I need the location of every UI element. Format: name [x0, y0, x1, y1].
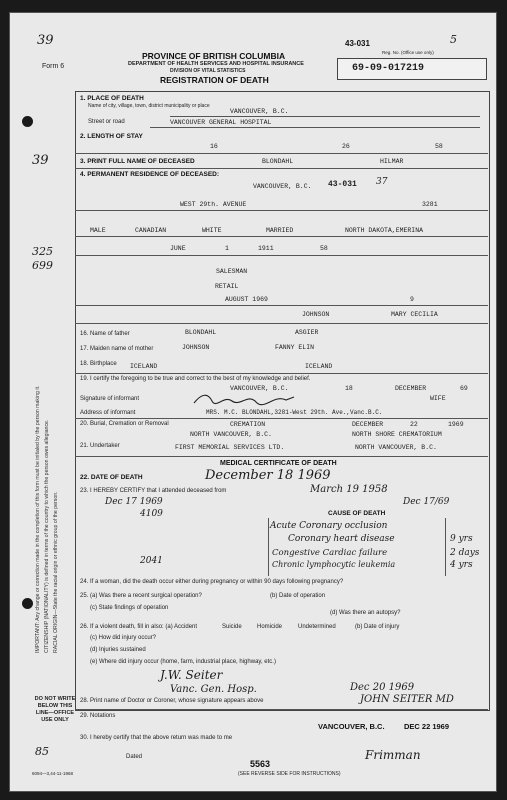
where-label: (e) Where did injury occur (home, farm, industrial place, highway, etc.)	[90, 659, 276, 665]
age: 58	[320, 245, 328, 252]
margin-number: 699	[32, 259, 53, 272]
violent-label: 26. If a violent death, fill in also: (a) Accident	[80, 624, 198, 630]
undertaker-label: 21. Undertaker	[80, 443, 120, 449]
certify-label: 19. I certify the foregoing to be true and correct to the best of my knowledge and belief.	[80, 376, 311, 382]
cause-immediate: Acute Coronary occlusion	[270, 521, 388, 531]
spouse-given: MARY CECILIA	[391, 311, 438, 318]
registrar-stamp-date: DEC 22 1969	[404, 722, 450, 731]
sex: MALE	[90, 227, 106, 234]
interval-1: 9 yrs	[450, 534, 473, 544]
reg-prefix: 43-031	[345, 39, 370, 48]
province-title: PROVINCE OF BRITISH COLUMBIA	[142, 51, 286, 61]
mother-birthplace: ICELAND	[305, 363, 333, 370]
informant-relationship: WIFE	[430, 395, 446, 402]
occupation: SALESMAN	[216, 268, 248, 275]
cause-code: 2041	[140, 556, 163, 566]
punch-hole	[22, 116, 33, 127]
informant-address-label: Address of informant	[80, 410, 136, 416]
last-seen: Dec 17/69	[403, 497, 450, 507]
residence-stamp: 43-031	[328, 180, 357, 189]
undertaker-address: NORTH VANCOUVER, B.C.	[355, 444, 437, 451]
margin-number: 85	[35, 745, 49, 758]
burial-day: 22	[410, 421, 418, 428]
citizenship: CANADIAN	[135, 227, 167, 234]
dated-label: Dated	[126, 754, 143, 760]
stay-municipality: 16	[210, 143, 218, 150]
form-code: 6094—3,44-11-1968	[32, 771, 73, 776]
cause-contributing: Chronic lymphocytic leukemia	[272, 560, 396, 569]
hospital-name: VANCOUVER GENERAL HOSPITAL	[170, 119, 272, 126]
given-month: DECEMBER	[395, 385, 427, 392]
date-of-death: December 18 1969	[205, 468, 331, 483]
attended-to: Dec 17 1969	[105, 497, 163, 507]
racial-origin: WHITE	[202, 227, 222, 234]
doctor-address: Vanc. Gen. Hosp.	[170, 684, 257, 695]
interval-2: 2 days	[450, 548, 480, 558]
burial-month: DECEMBER	[352, 421, 384, 428]
doctor-print-name: JOHN SEITER MD	[360, 694, 454, 705]
given-at: VANCOUVER, B.C.	[230, 385, 289, 392]
deceased-given: HILMAR	[380, 158, 404, 165]
undertaker: FIRST MEMORIAL SERVICES LTD.	[175, 444, 285, 451]
stay-canada: 58	[435, 143, 443, 150]
surgery-date-label: (b) Date of operation	[270, 593, 326, 599]
page-number: 5	[450, 33, 457, 46]
division-name: DIVISION OF VITAL STATISTICS	[170, 68, 246, 74]
informant-signature-label: Signature of informant	[80, 396, 140, 402]
name-label: 3. PRINT FULL NAME OF DECEASED	[80, 158, 195, 165]
cause-code: 4109	[140, 509, 163, 519]
father-surname: BLONDAHL	[185, 329, 217, 336]
residence-street: WEST 29th. AVENUE	[180, 201, 247, 208]
registrar-signature: Frimman	[365, 748, 421, 762]
date-of-death-label: 22. DATE OF DEATH	[80, 474, 143, 481]
surgery-label: 25. (a) Was there a recent surgical operation?	[80, 593, 202, 599]
death-certificate-page	[9, 12, 497, 792]
burial-method: CREMATION	[230, 421, 266, 428]
residence-stamp-note: 37	[376, 177, 388, 187]
reg-number: 69-09-017219	[352, 63, 425, 74]
place-city: VANCOUVER, B.C.	[230, 108, 289, 115]
birthplace: NORTH DAKOTA,EMERINA	[345, 227, 424, 234]
stay-province: 26	[342, 143, 350, 150]
father-given: ASGIER	[295, 329, 319, 336]
reverse-side-note: (SEE REVERSE SIDE FOR INSTRUCTIONS)	[238, 771, 341, 777]
residence-label: 4. PERMANENT RESIDENCE OF DECEASED:	[80, 171, 220, 178]
industry: RETAIL	[215, 283, 239, 290]
place-city-label: Name of city, village, town, district municipality or place	[88, 103, 210, 109]
birthplace-label: 18. Birthplace	[80, 361, 117, 367]
registration-number: 5563	[250, 759, 271, 769]
birth-year: 1911	[258, 245, 274, 252]
how-label: (c) How did injury occur?	[90, 635, 157, 641]
crematory: NORTH SHORE CREMATORIUM	[352, 431, 442, 438]
father-label: 16. Name of father	[80, 331, 130, 337]
street-label: Street or road	[88, 119, 125, 125]
citizenship-note: CITIZENSHIP (NATIONALITY) is defined in terms of the country to which the person owes allegiance.	[44, 419, 50, 653]
undetermined-label: Undetermined	[298, 624, 336, 630]
injuries-label: (d) Injuries sustained	[90, 647, 146, 653]
racial-note: RACIAL ORIGIN—State the racial origin or ethnic group of the person.	[53, 491, 59, 653]
findings-label: (c) State findings of operation	[90, 605, 169, 611]
cause-antecedent: Coronary heart disease	[288, 534, 395, 544]
burial-label: 20. Burial, Cremation or Removal	[80, 421, 169, 427]
informant-address: MRS. M.C. BLONDAHL,3281-West 29th. Ave.,Vanc.B.C.	[206, 409, 383, 416]
form-title: REGISTRATION OF DEATH	[160, 75, 269, 85]
last-worked: AUGUST 1969	[225, 296, 268, 303]
mother-given: FANNY ELIN	[275, 344, 315, 351]
registrar-label: 30. I hereby certify that the above return was made to me	[80, 735, 233, 741]
burial-place: NORTH VANCOUVER, B.C.	[190, 431, 272, 438]
form-number: Form 6	[42, 63, 65, 70]
cause-heading: CAUSE OF DEATH	[328, 510, 386, 517]
stay-label: 2. LENGTH OF STAY	[80, 133, 143, 140]
margin-number: 39	[37, 33, 54, 48]
autopsy-label: (d) Was there an autopsy?	[330, 610, 401, 616]
margin-number: 325	[32, 245, 53, 258]
doctor-sign-date: Dec 20 1969	[350, 682, 415, 693]
residence-city: VANCOUVER, B.C.	[253, 183, 312, 190]
margin-number: 39	[32, 153, 49, 168]
spouse-surname: JOHNSON	[302, 311, 330, 318]
reg-no-label: Reg. No. (Office use only)	[382, 50, 434, 55]
reg-number-box	[337, 58, 487, 80]
sidebar-instructions	[30, 153, 80, 653]
homicide-label: Homicide	[257, 624, 283, 630]
cause-other: Congestive Cardiac failure	[272, 548, 388, 558]
pregnancy-label: 24. If a woman, did the death occur either during pregnancy or within 90 days following pregnancy?	[80, 579, 344, 585]
office-use-note: DO NOT WRITE BELOW THIS LINE—OFFICE USE ONLY	[34, 696, 76, 723]
marital-status: MARRIED	[266, 227, 294, 234]
interval-3: 4 yrs	[450, 560, 473, 570]
given-day: 18	[345, 385, 353, 392]
important-note: IMPORTANT: Any change or correction made in the completion of this form must be initialed by the person making it.	[35, 385, 41, 653]
informant-signature	[190, 391, 300, 407]
registrar-stamp-place: VANCOUVER, B.C.	[318, 722, 385, 731]
residence-house-no: 3281	[422, 201, 438, 208]
notations-label: 29. Notations	[80, 713, 116, 719]
injury-date-label: (b) Date of injury	[355, 624, 400, 630]
birth-month: JUNE	[170, 245, 186, 252]
department-name: DEPARTMENT OF HEALTH SERVICES AND HOSPITAL INSURANCE	[128, 61, 304, 67]
attended-from: March 19 1958	[310, 484, 388, 495]
years-worked: 9	[410, 296, 414, 303]
doctor-signature: J.W. Seiter	[160, 668, 223, 682]
father-birthplace: ICELAND	[130, 363, 158, 370]
birth-day: 1	[225, 245, 229, 252]
medical-heading: MEDICAL CERTIFICATE OF DEATH	[220, 460, 337, 467]
place-label: 1. PLACE OF DEATH	[80, 95, 144, 102]
burial-year: 1969	[448, 421, 464, 428]
certify-attended-label: 23. I HEREBY CERTIFY that I attended deceased from	[80, 488, 227, 494]
suicide-label: Suicide	[222, 624, 242, 630]
mother-label: 17. Maiden name of mother	[80, 346, 154, 352]
deceased-surname: BLONDAHL	[262, 158, 294, 165]
mother-surname: JOHNSON	[182, 344, 210, 351]
given-year: 69	[460, 385, 468, 392]
print-name-label: 28. Print name of Doctor or Coroner, whose signature appears above	[80, 698, 264, 704]
